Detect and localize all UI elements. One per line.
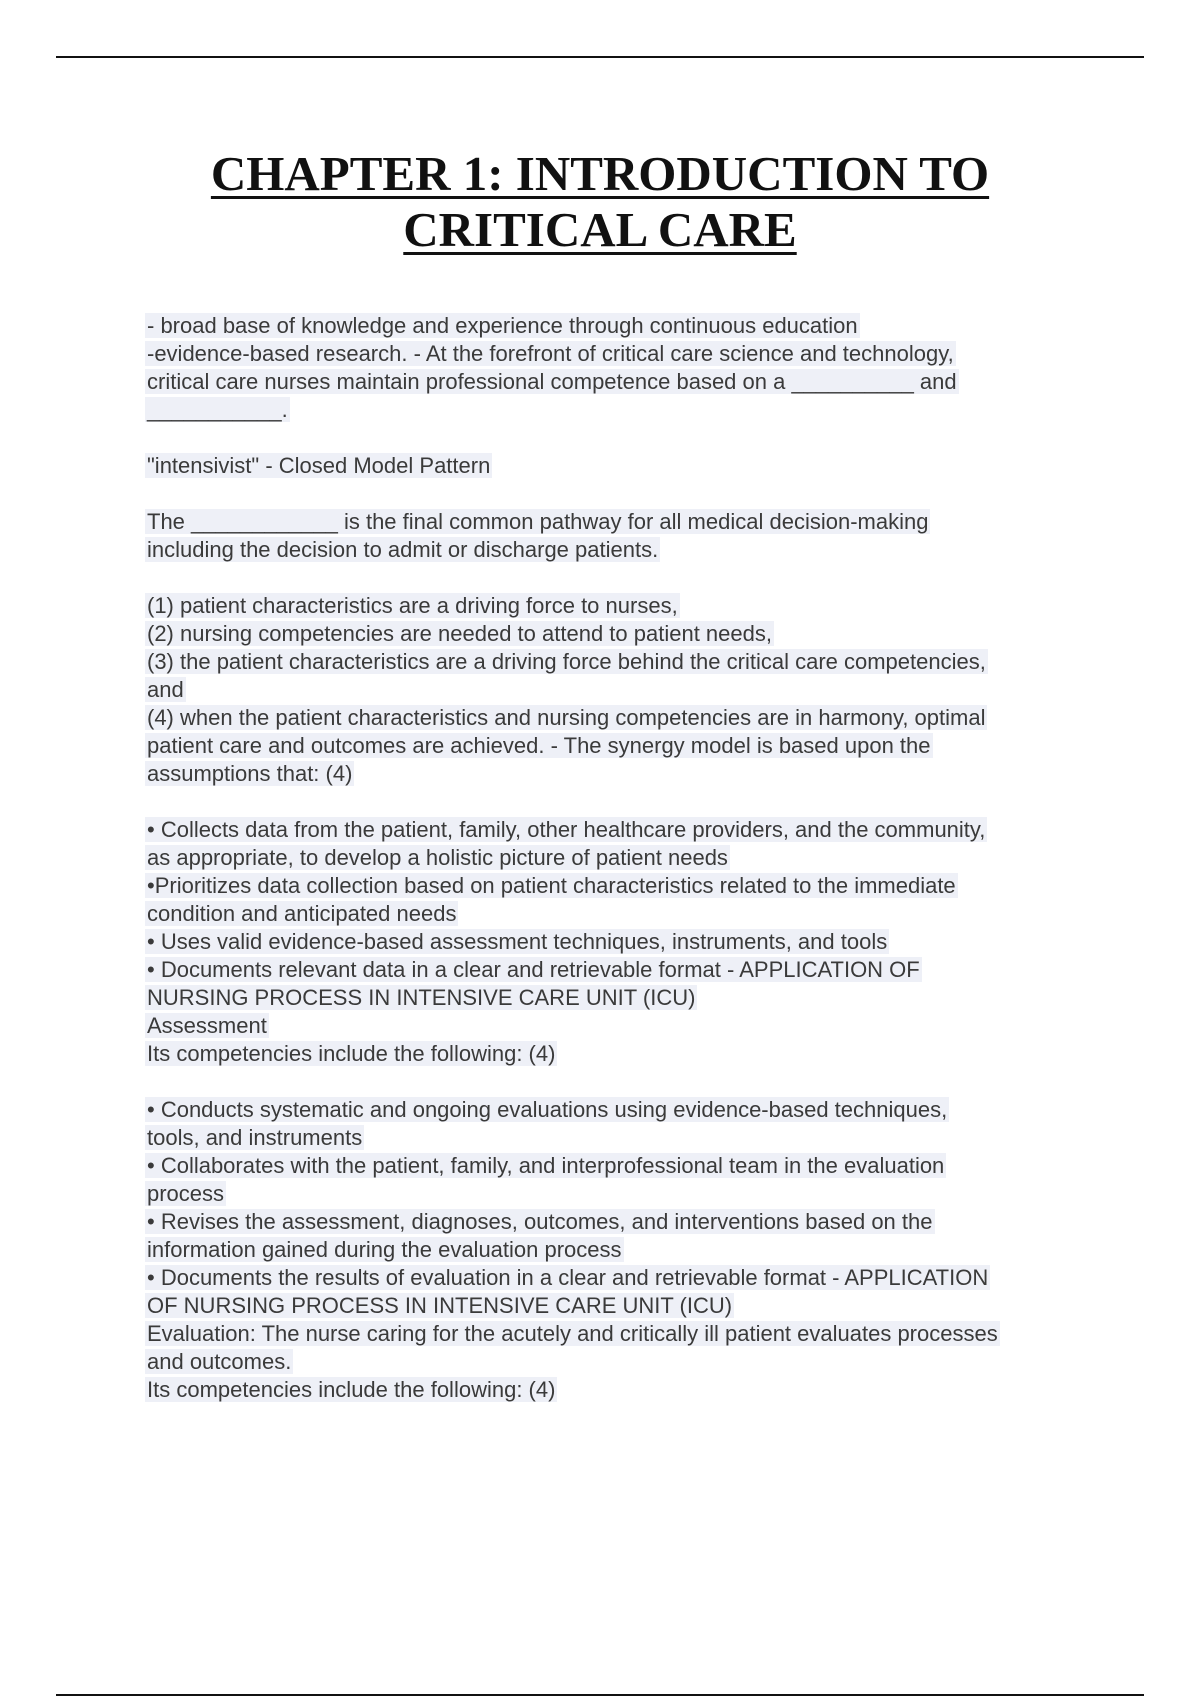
- page-title-line-2: CRITICAL CARE: [403, 202, 797, 257]
- text-line: assumptions that: (4): [147, 761, 353, 786]
- text-line: • Collaborates with the patient, family, and interprofessional team in the evaluation: [147, 1153, 945, 1178]
- text-line: OF NURSING PROCESS IN INTENSIVE CARE UNIT (ICU): [147, 1293, 733, 1318]
- text-line: information gained during the evaluation process: [147, 1237, 622, 1262]
- flashcard-final-pathway: [145, 508, 1085, 564]
- text-line: •Prioritizes data collection based on patient characteristics related to the immediate: [147, 873, 956, 898]
- text-line: The ____________ is the final common pathway for all medical decision-making: [147, 509, 929, 534]
- text-line: ___________.: [147, 397, 288, 422]
- text-line: including the decision to admit or discharge patients.: [147, 537, 659, 562]
- text-line: (3) the patient characteristics are a driving force behind the critical care competencies,: [147, 649, 986, 674]
- text-line: NURSING PROCESS IN INTENSIVE CARE UNIT (ICU): [147, 985, 696, 1010]
- text-line: condition and anticipated needs: [147, 901, 457, 926]
- bottom-rule: [56, 1694, 1144, 1696]
- document-body: [145, 312, 1085, 1432]
- flashcard-assessment: [145, 816, 1085, 1068]
- text-line: -evidence-based research. - At the forefront of critical care science and technology,: [147, 341, 954, 366]
- text-line: • Conducts systematic and ongoing evaluations using evidence-based techniques,: [147, 1097, 948, 1122]
- flashcard-evaluation: [145, 1096, 1085, 1404]
- flashcard-intensivist: [145, 452, 1085, 480]
- text-line: patient care and outcomes are achieved. - The synergy model is based upon the: [147, 733, 931, 758]
- text-line: and: [147, 677, 184, 702]
- text-line: Assessment: [147, 1013, 267, 1038]
- page-title: [0, 146, 1200, 258]
- text-line: - broad base of knowledge and experience through continuous education: [147, 313, 858, 338]
- flashcard-synergy-model: [145, 592, 1085, 788]
- top-rule: [56, 56, 1144, 58]
- text-line: as appropriate, to develop a holistic picture of patient needs: [147, 845, 728, 870]
- text-line: Evaluation: The nurse caring for the acutely and critically ill patient evaluates processes: [147, 1321, 998, 1346]
- text-line: • Uses valid evidence-based assessment techniques, instruments, and tools: [147, 929, 888, 954]
- text-line: (1) patient characteristics are a driving force to nurses,: [147, 593, 678, 618]
- text-line: process: [147, 1181, 225, 1206]
- flashcard-broad-base: [145, 312, 1085, 424]
- text-line: • Collects data from the patient, family, other healthcare providers, and the community,: [147, 817, 986, 842]
- text-line: (4) when the patient characteristics and nursing competencies are in harmony, optimal: [147, 705, 986, 730]
- text-line: Its competencies include the following: (4): [147, 1041, 556, 1066]
- text-line: "intensivist" - Closed Model Pattern: [147, 453, 491, 478]
- text-line: (2) nursing competencies are needed to attend to patient needs,: [147, 621, 772, 646]
- text-line: tools, and instruments: [147, 1125, 363, 1150]
- text-line: • Documents the results of evaluation in a clear and retrievable format - APPLICATION: [147, 1265, 989, 1290]
- text-line: • Revises the assessment, diagnoses, outcomes, and interventions based on the: [147, 1209, 933, 1234]
- page-title-line-1: CHAPTER 1: INTRODUCTION TO: [210, 146, 990, 201]
- text-line: Its competencies include the following: (4): [147, 1377, 556, 1402]
- text-line: • Documents relevant data in a clear and retrievable format - APPLICATION OF: [147, 957, 920, 982]
- text-line: critical care nurses maintain professional competence based on a __________ and: [147, 369, 957, 394]
- text-line: and outcomes.: [147, 1349, 292, 1374]
